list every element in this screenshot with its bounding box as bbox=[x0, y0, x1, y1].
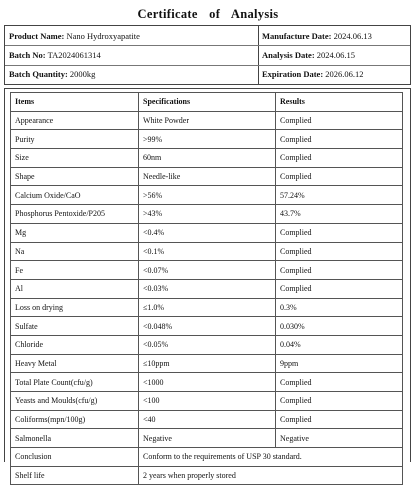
batch-no-value: TA2024061314 bbox=[47, 50, 101, 60]
conclusion-label: Conclusion bbox=[11, 448, 139, 467]
shelf-life-label: Shelf life bbox=[11, 466, 139, 485]
table-row bbox=[11, 298, 403, 317]
analysis-table bbox=[10, 92, 403, 485]
batch-quantity-label: Batch Quantity: bbox=[9, 69, 68, 79]
product-name-value: Nano Hydroxyapatite bbox=[66, 31, 140, 41]
result-cell: Complied bbox=[276, 410, 403, 429]
item-cell: Calcium Oxide/CaO bbox=[11, 186, 139, 205]
table-row bbox=[11, 242, 403, 261]
table-row bbox=[11, 205, 403, 224]
table-header-row bbox=[11, 93, 403, 112]
manufacture-date-label: Manufacture Date: bbox=[262, 31, 332, 41]
table-row bbox=[11, 279, 403, 298]
table-row bbox=[11, 130, 403, 149]
spec-cell: >99% bbox=[139, 130, 276, 149]
item-cell: Size bbox=[11, 149, 139, 168]
batch-quantity-value: 2000kg bbox=[69, 69, 96, 79]
item-cell: Loss on drying bbox=[11, 298, 139, 317]
table-row bbox=[11, 392, 403, 411]
item-cell: Phosphorus Pentoxide/P205 bbox=[11, 205, 139, 224]
manufacture-date-value: 2024.06.13 bbox=[333, 31, 372, 41]
spec-cell: ≤1.0% bbox=[139, 298, 276, 317]
table-row bbox=[11, 373, 403, 392]
item-cell: Salmonella bbox=[11, 429, 139, 448]
result-cell: Complied bbox=[276, 392, 403, 411]
item-cell: Shape bbox=[11, 167, 139, 186]
result-cell: 0.04% bbox=[276, 335, 403, 354]
analysis-date-label: Analysis Date: bbox=[262, 50, 315, 60]
table-row bbox=[11, 335, 403, 354]
analysis-date-field bbox=[262, 50, 355, 60]
item-cell: Mg bbox=[11, 223, 139, 242]
item-cell: Appearance bbox=[11, 111, 139, 130]
divider bbox=[5, 65, 410, 66]
result-cell: 0.030% bbox=[276, 317, 403, 336]
manufacture-date-field bbox=[262, 31, 372, 41]
table-row bbox=[11, 429, 403, 448]
spec-cell: <0.03% bbox=[139, 279, 276, 298]
result-cell: Complied bbox=[276, 130, 403, 149]
product-name-label: Product Name: bbox=[9, 31, 65, 41]
spec-cell: <40 bbox=[139, 410, 276, 429]
result-cell: 0.3% bbox=[276, 298, 403, 317]
item-cell: Coliforms(mpn/100g) bbox=[11, 410, 139, 429]
spec-cell: White Powder bbox=[139, 111, 276, 130]
expiration-date-value: 2026.06.12 bbox=[325, 69, 364, 79]
result-cell: Negative bbox=[276, 429, 403, 448]
item-cell: Fe bbox=[11, 261, 139, 280]
item-cell: Purity bbox=[11, 130, 139, 149]
item-cell: Yeasts and Moulds(cfu/g) bbox=[11, 392, 139, 411]
spec-cell: Needle-like bbox=[139, 167, 276, 186]
spec-cell: <0.1% bbox=[139, 242, 276, 261]
spec-cell: >56% bbox=[139, 186, 276, 205]
expiration-date-label: Expiration Date: bbox=[262, 69, 324, 79]
spec-cell: ≤10ppm bbox=[139, 354, 276, 373]
column-header-specifications: Specifications bbox=[139, 93, 276, 112]
spec-cell: <0.05% bbox=[139, 335, 276, 354]
item-cell: Heavy Metal bbox=[11, 354, 139, 373]
conclusion-row bbox=[11, 448, 403, 467]
item-cell: Na bbox=[11, 242, 139, 261]
result-cell: Complied bbox=[276, 261, 403, 280]
spec-cell: <0.048% bbox=[139, 317, 276, 336]
table-row bbox=[11, 149, 403, 168]
table-row bbox=[11, 317, 403, 336]
result-cell: 57.24% bbox=[276, 186, 403, 205]
table-row bbox=[11, 223, 403, 242]
table-row bbox=[11, 261, 403, 280]
shelf-life-text: 2 years when properly stored bbox=[139, 466, 403, 485]
result-cell: 43.7% bbox=[276, 205, 403, 224]
spec-cell: <0.07% bbox=[139, 261, 276, 280]
table-row bbox=[11, 111, 403, 130]
shelf-life-row bbox=[11, 466, 403, 485]
table-row bbox=[11, 167, 403, 186]
item-cell: Chloride bbox=[11, 335, 139, 354]
batch-info-box bbox=[4, 25, 411, 85]
item-cell: Sulfate bbox=[11, 317, 139, 336]
table-row bbox=[11, 186, 403, 205]
table-row bbox=[11, 354, 403, 373]
divider bbox=[5, 45, 410, 46]
batch-quantity-field bbox=[9, 69, 95, 79]
document-title: Certificate of Analysis bbox=[137, 7, 279, 21]
result-cell: 9ppm bbox=[276, 354, 403, 373]
spec-cell: <100 bbox=[139, 392, 276, 411]
conclusion-text: Conform to the requirements of USP 30 standard. bbox=[139, 448, 403, 467]
table-row bbox=[11, 410, 403, 429]
expiration-date-field bbox=[262, 69, 364, 79]
spec-cell: >43% bbox=[139, 205, 276, 224]
result-cell: Complied bbox=[276, 373, 403, 392]
result-cell: Complied bbox=[276, 223, 403, 242]
product-name-field bbox=[9, 31, 140, 41]
batch-no-label: Batch No: bbox=[9, 50, 46, 60]
result-cell: Complied bbox=[276, 279, 403, 298]
divider bbox=[258, 26, 259, 84]
spec-cell: <1000 bbox=[139, 373, 276, 392]
item-cell: Al bbox=[11, 279, 139, 298]
result-cell: Complied bbox=[276, 149, 403, 168]
column-header-results: Results bbox=[276, 93, 403, 112]
spec-cell: 60nm bbox=[139, 149, 276, 168]
result-cell: Complied bbox=[276, 167, 403, 186]
spec-cell: <0.4% bbox=[139, 223, 276, 242]
analysis-date-value: 2024.06.15 bbox=[316, 50, 356, 60]
item-cell: Total Plate Count(cfu/g) bbox=[11, 373, 139, 392]
batch-no-field bbox=[9, 50, 101, 60]
spec-cell: Negative bbox=[139, 429, 276, 448]
result-cell: Complied bbox=[276, 242, 403, 261]
column-header-items: Items bbox=[11, 93, 139, 112]
result-cell: Complied bbox=[276, 111, 403, 130]
